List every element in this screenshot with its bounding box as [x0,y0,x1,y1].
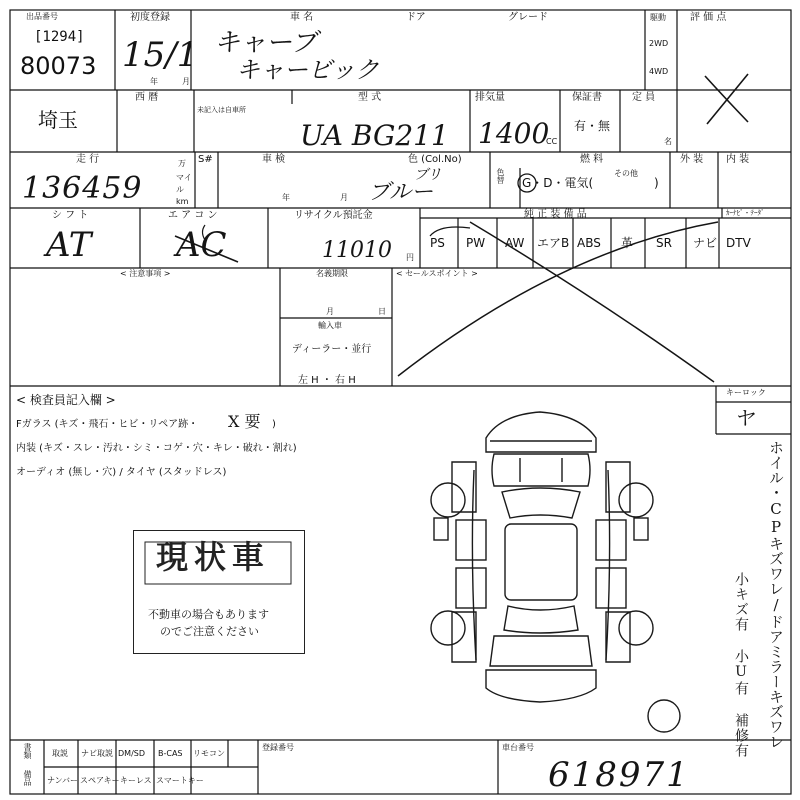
recycle-label: リサイクル預託金 [294,210,373,221]
chassis-note: 未記入は自車所 [197,106,246,114]
chassis-value: UA BG211 [300,119,449,152]
handle-value: 左 H ・ 右 H [298,375,356,386]
fuel-close: ) [654,176,659,190]
inspector-line1-close: ) [272,419,276,430]
keylock-mark: ヤ [734,406,754,430]
car-name-value: キャーブ [214,28,317,58]
mileage-unit2: 万 [178,159,186,168]
eval-label: 評 価 点 [690,12,727,23]
first-reg-value: 15/1 [122,35,199,75]
region-value: 埼玉 [38,108,78,132]
entry-number: 80073 [20,52,97,80]
aircon-value: AC [176,225,227,265]
doc-spare-key: スペアキー [80,776,120,785]
shift-value: AT [46,225,92,265]
fuel-value: G・D・電気( [522,176,594,190]
reg-no-label: 登録番号 [262,743,294,752]
displacement-value: 1400 [478,117,550,150]
stamp-line2: のでご注意ください [160,625,259,638]
equip-sr: SR [656,236,672,250]
drive-2wd: 2WD [649,39,669,48]
docs-label: 書類 [23,743,32,759]
equip-aw: AW [505,236,525,250]
car-diagram [431,412,680,732]
month-unit: 月 [182,77,190,86]
venue-label: 出品番号 [26,12,58,21]
displacement-unit: CC [546,137,558,146]
chassis-label: 型 式 [358,92,382,103]
docs-label-2: 備品 [23,770,32,786]
mileage-value: 136459 [22,171,143,206]
warranty-value: 有・無 [574,119,611,133]
caution-label: < 注意事項 > [120,269,171,278]
stamp-line1: 不動車の場合もあります [148,608,269,621]
inspector-line1-mark: X 要 [228,412,261,431]
sales-point-label: < セールスポイント > [396,269,478,278]
color-label: 色 (Col.No) [408,154,462,165]
equip-leather: 革 [621,236,634,250]
inspection-year: 年 [282,193,290,202]
doc-manual: 取説 [52,749,68,758]
doc-remote: リモコン [193,749,225,758]
doc-keyless: キーレス [120,776,152,785]
expiry-label: 名義期限 [316,269,348,278]
doc-plate: ナンバー [47,776,79,785]
equip-nav: ナビ [693,236,718,250]
side-note-2: 小キズ有 小U有 補修有 [733,572,749,758]
inspector-title: < 検査員記入欄 > [16,393,116,407]
doc-smart-key: スマートキー [156,776,204,785]
doc-bcas: B-CAS [158,749,183,758]
equip-abs: ABS [577,236,601,250]
displacement-label: 排気量 [475,92,505,103]
equipment-label: 純 正 装 備 品 [524,209,587,220]
as-is-stamp [133,530,305,654]
color-code: ブリ [414,167,442,183]
import-value: ディーラー・並行 [292,344,372,355]
eval-x-mark [705,74,748,124]
fuel-other: その他 [614,169,638,178]
doc-dm-sd: DM/SD [118,749,145,758]
inspection-label: 車 検 [262,154,286,165]
inspector-line2: 内装 (キズ・スレ・汚れ・シミ・コゲ・穴・キレ・破れ・割れ) [16,443,297,454]
grade-value: キャービック [236,56,380,84]
color-value: ブルー [368,180,434,205]
mileage-label: 走 行 [76,154,100,165]
chassis-no-value: 618971 [548,755,690,795]
aircon-label: エ ア コ ン [168,210,218,221]
capacity-unit: 名 [664,137,672,146]
equip-pw: PW [466,236,486,250]
interior-label: 内 装 [726,154,750,165]
drive-label: 駆動 [650,13,666,22]
shift-label: シ フ ト [52,210,89,221]
inspector-line1: Fガラス (キズ・飛石・ヒビ・リペア跡・ [16,419,199,430]
expiry-day: 日 [378,307,386,316]
exterior-label: 外 装 [680,154,704,165]
s-number-label: S# [198,154,213,165]
color-change-label: 色替 [496,168,505,184]
first-reg-label: 初度登録 [130,12,170,23]
expiry-month: 月 [326,307,334,316]
mileage-units: マイル km [176,173,192,206]
drive-4wd: 4WD [649,67,669,76]
inspection-month: 月 [340,193,348,202]
grade-label: グレード [508,12,548,23]
warranty-label: 保証書 [572,92,602,103]
stamp-title: 現状車 [156,538,271,576]
door-label: ドア [406,12,426,23]
recycle-unit: 円 [406,253,414,262]
capacity-label: 定 員 [632,92,656,103]
equip-dtv: DTV [726,236,751,250]
lot-id: [1294] [34,29,85,45]
equip-ps: PS [430,236,445,250]
equip-airbag: エアB [537,236,570,250]
recycle-value: 11010 [322,238,392,263]
car-name-label: 車 名 [290,12,314,23]
keylock-label: キーロック [726,388,766,397]
doc-nav-manual: ナビ取説 [81,749,113,758]
fuel-label: 燃 料 [580,154,604,165]
import-label: 輸入車 [318,321,342,330]
calendar-label: 西 暦 [135,92,159,103]
inspector-line3: オーディオ (無し・穴) / タイヤ (スタッドレス) [16,467,227,478]
nav-label: ｶｰﾅﾋﾞ・ﾃｰﾀﾞ [726,209,765,217]
side-note-1: ホイル・CPキズワレ/ドアミラーキズワレ [767,440,785,749]
chassis-no-label: 車台番号 [502,743,534,752]
year-unit: 年 [150,77,158,86]
